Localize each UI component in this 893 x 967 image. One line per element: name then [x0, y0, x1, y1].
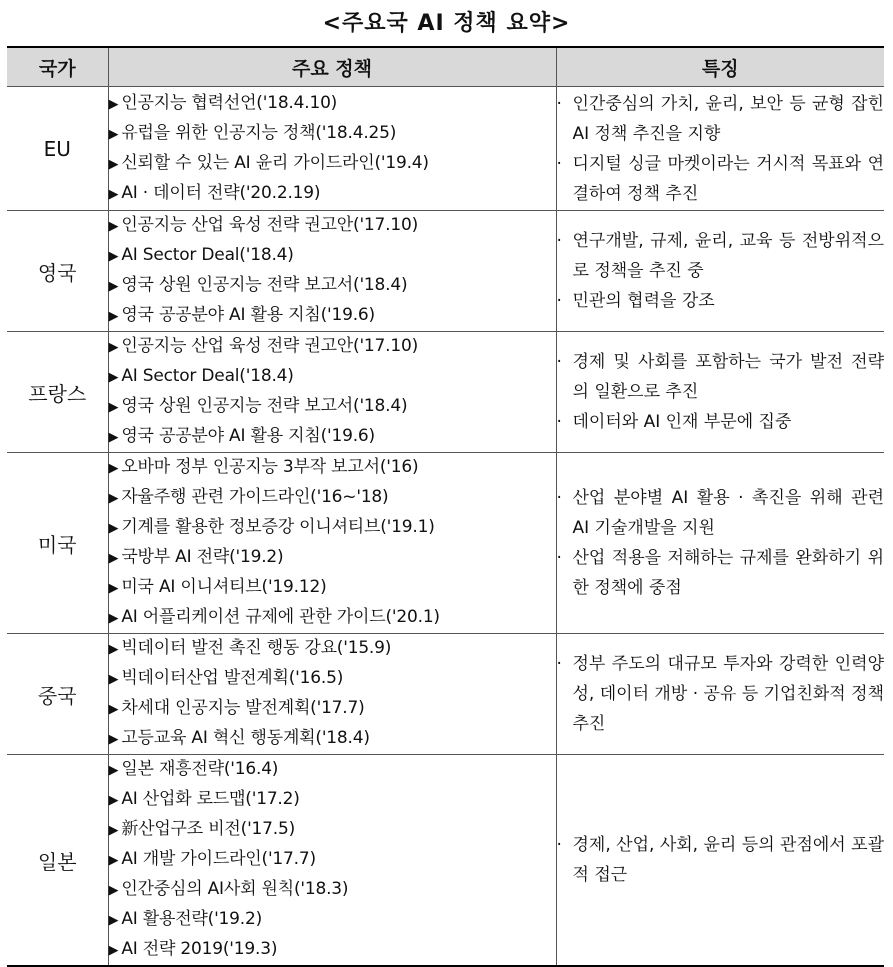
policy-text: 유럽을 위한 인공지능 정책('18.4.25) — [121, 122, 397, 143]
policy-text: 빅데이터산업 발전계획('16.5) — [121, 668, 344, 688]
table-row — [7, 755, 884, 967]
policy-text: 인공지능 산업 육성 전략 권고안('17.10) — [121, 215, 419, 235]
policy-item — [109, 694, 556, 724]
policy-item — [109, 362, 556, 392]
policy-text: 영국 공공분야 AI 활용 지침('19.6) — [121, 426, 375, 446]
table-body — [7, 87, 884, 967]
policy-text: AI 산업화 로드맵('17.2) — [121, 789, 300, 809]
policy-text: 오바마 정부 인공지능 3부작 보고서('16) — [121, 457, 419, 477]
table-title: <주요국 AI 정책 요약> — [322, 11, 571, 36]
policy-item — [109, 573, 556, 603]
triangle-bullet-icon: ▶ — [108, 96, 119, 112]
feature-item — [557, 347, 885, 407]
dot-bullet-icon: · — [556, 412, 562, 432]
dot-bullet-icon: · — [556, 153, 562, 174]
feature-item — [557, 830, 885, 890]
feature-text: 연구개발, 규제, 윤리, 교육 등 전방위적으로 정책을 추진 중 — [572, 231, 884, 281]
policy-text: 미국 AI 이니셔티브('19.12) — [121, 577, 327, 597]
triangle-bullet-icon: ▶ — [108, 551, 119, 566]
feature-text: 경제 및 사회를 포함하는 국가 발전 전략의 일환으로 추진 — [572, 352, 884, 402]
policies-cell — [108, 87, 556, 211]
policy-text: 영국 공공분야 AI 활용 지침('19.6) — [121, 305, 375, 325]
feature-text: 경제, 산업, 사회, 윤리 등의 관점에서 포괄적 접근 — [572, 835, 884, 885]
triangle-bullet-icon: ▶ — [108, 461, 119, 476]
policy-item — [109, 845, 556, 875]
feature-text: 인간중심의 가치, 윤리, 보안 등 균형 잡힌 AI 정책 추진을 지향 — [572, 93, 884, 144]
dot-bullet-icon: · — [556, 231, 562, 251]
features-cell — [556, 332, 884, 453]
policy-text: 인간중심의 AI사회 원칙('18.3) — [121, 879, 349, 899]
header-country: 국가 — [7, 47, 108, 87]
policy-item — [109, 483, 556, 513]
policies-cell — [108, 332, 556, 453]
policy-text: 국방부 AI 전략('19.2) — [121, 547, 284, 567]
policies-cell — [108, 755, 556, 967]
table-row — [7, 453, 884, 634]
triangle-bullet-icon: ▶ — [108, 521, 119, 536]
triangle-bullet-icon: ▶ — [108, 732, 119, 747]
policy-item — [109, 241, 556, 271]
feature-item — [557, 649, 885, 739]
triangle-bullet-icon: ▶ — [108, 491, 119, 506]
triangle-bullet-icon: ▶ — [108, 430, 119, 445]
policy-item — [109, 543, 556, 573]
dot-bullet-icon: · — [556, 352, 562, 372]
policy-item — [109, 634, 556, 664]
feature-text: 정부 주도의 대규모 투자와 강력한 인력양성, 데이터 개방 · 공유 등 기업친화적 정책 추진 — [572, 654, 884, 734]
dot-bullet-icon: · — [556, 835, 562, 855]
policy-text: AI 활용전략('19.2) — [121, 909, 263, 929]
policy-item — [109, 301, 556, 331]
policy-item — [109, 755, 556, 785]
features-cell — [556, 211, 884, 332]
table-row — [7, 87, 884, 211]
country-cell: 프랑스 — [7, 332, 108, 453]
policies-cell — [108, 453, 556, 634]
feature-text: 디지털 싱글 마켓이라는 거시적 목표와 연결하여 정책 추진 — [572, 153, 884, 204]
header-features: 특징 — [556, 47, 884, 87]
triangle-bullet-icon: ▶ — [108, 309, 119, 324]
policy-item — [109, 271, 556, 301]
dot-bullet-icon: · — [556, 654, 562, 674]
features-cell — [556, 755, 884, 967]
policy-item — [109, 119, 556, 149]
triangle-bullet-icon: ▶ — [108, 249, 119, 264]
policy-summary-table — [7, 46, 884, 967]
header-row — [7, 47, 884, 87]
policies-cell — [108, 211, 556, 332]
policy-item — [109, 785, 556, 815]
triangle-bullet-icon: ▶ — [108, 823, 119, 838]
policy-item — [109, 392, 556, 422]
country-cell: EU — [7, 87, 108, 211]
policy-text: 기계를 활용한 정보증강 이니셔티브('19.1) — [121, 517, 435, 537]
triangle-bullet-icon: ▶ — [108, 913, 119, 928]
policy-text: 인공지능 산업 육성 전략 권고안('17.10) — [121, 336, 419, 356]
triangle-bullet-icon: ▶ — [108, 702, 119, 717]
triangle-bullet-icon: ▶ — [108, 581, 119, 596]
policies-cell — [108, 634, 556, 755]
triangle-bullet-icon: ▶ — [108, 793, 119, 808]
feature-text: 데이터와 AI 인재 부문에 집중 — [572, 412, 792, 432]
policy-item — [109, 664, 556, 694]
triangle-bullet-icon: ▶ — [108, 279, 119, 294]
features-cell — [556, 87, 884, 211]
table-row — [7, 634, 884, 755]
policy-text: 일본 재흥전략('16.4) — [121, 759, 279, 779]
policy-text: 고등교육 AI 혁신 행동계획('18.4) — [121, 728, 370, 748]
policy-item — [109, 422, 556, 452]
policy-text: 영국 상원 인공지능 전략 보고서('18.4) — [121, 396, 408, 416]
policy-item — [109, 935, 556, 965]
policy-item — [109, 875, 556, 905]
policy-item — [109, 513, 556, 543]
triangle-bullet-icon: ▶ — [108, 611, 119, 626]
policy-item — [109, 89, 556, 119]
triangle-bullet-icon: ▶ — [108, 853, 119, 868]
triangle-bullet-icon: ▶ — [108, 370, 119, 385]
policy-text: AI 어플리케이션 규제에 관한 가이드('20.1) — [121, 607, 440, 627]
country-cell: 미국 — [7, 453, 108, 634]
policy-item — [109, 211, 556, 241]
feature-item — [557, 407, 885, 437]
dot-bullet-icon: · — [556, 488, 562, 508]
policy-item — [109, 724, 556, 754]
triangle-bullet-icon: ▶ — [108, 186, 119, 202]
policy-text: AI · 데이터 전략('20.2.19) — [121, 182, 321, 203]
dot-bullet-icon: · — [556, 291, 562, 311]
features-cell — [556, 453, 884, 634]
policy-text: 영국 상원 인공지능 전략 보고서('18.4) — [121, 275, 408, 295]
feature-text: 산업 적용을 저해하는 규제를 완화하기 위한 정책에 중점 — [572, 548, 884, 598]
policy-text: AI 개발 가이드라인('17.7) — [121, 849, 316, 869]
policy-item — [109, 179, 556, 209]
triangle-bullet-icon: ▶ — [108, 156, 119, 172]
policy-item — [109, 453, 556, 483]
policy-text: AI Sector Deal('18.4) — [121, 245, 294, 265]
policy-text: 인공지능 협력선언('18.4.10) — [121, 92, 338, 113]
policy-text: AI Sector Deal('18.4) — [121, 366, 294, 386]
policy-item — [109, 815, 556, 845]
triangle-bullet-icon: ▶ — [108, 883, 119, 898]
feature-item — [557, 89, 885, 149]
feature-text: 산업 분야별 AI 활용 · 촉진을 위해 관련 AI 기술개발을 지원 — [572, 488, 884, 538]
policy-item — [109, 905, 556, 935]
policy-text: 차세대 인공지능 발전계획('17.7) — [121, 698, 365, 718]
triangle-bullet-icon: ▶ — [108, 672, 119, 687]
policy-text: 자율주행 관련 가이드라인('16~'18) — [121, 487, 389, 507]
policy-item — [109, 149, 556, 179]
triangle-bullet-icon: ▶ — [108, 219, 119, 234]
feature-item — [557, 286, 885, 316]
header-policies: 주요 정책 — [108, 47, 556, 87]
country-cell: 중국 — [7, 634, 108, 755]
feature-text: 민관의 협력을 강조 — [572, 291, 715, 311]
policy-item — [109, 332, 556, 362]
policy-text: 신뢰할 수 있는 AI 윤리 가이드라인('19.4) — [121, 152, 429, 173]
country-cell: 일본 — [7, 755, 108, 967]
features-cell — [556, 634, 884, 755]
table-row — [7, 211, 884, 332]
policy-text: AI 전략 2019('19.3) — [121, 939, 278, 959]
triangle-bullet-icon: ▶ — [108, 400, 119, 415]
policy-text: 新산업구조 비전('17.5) — [121, 819, 296, 839]
triangle-bullet-icon: ▶ — [108, 763, 119, 778]
feature-item — [557, 483, 885, 543]
dot-bullet-icon: · — [556, 93, 562, 114]
triangle-bullet-icon: ▶ — [108, 340, 119, 355]
dot-bullet-icon: · — [556, 548, 562, 568]
feature-item — [557, 149, 885, 209]
policy-item — [109, 603, 556, 633]
feature-item — [557, 543, 885, 603]
table-row — [7, 332, 884, 453]
triangle-bullet-icon: ▶ — [108, 943, 119, 958]
country-cell: 영국 — [7, 211, 108, 332]
triangle-bullet-icon: ▶ — [108, 126, 119, 142]
triangle-bullet-icon: ▶ — [108, 642, 119, 657]
feature-item — [557, 226, 885, 286]
policy-text: 빅데이터 발전 촉진 행동 강요('15.9) — [121, 638, 392, 658]
